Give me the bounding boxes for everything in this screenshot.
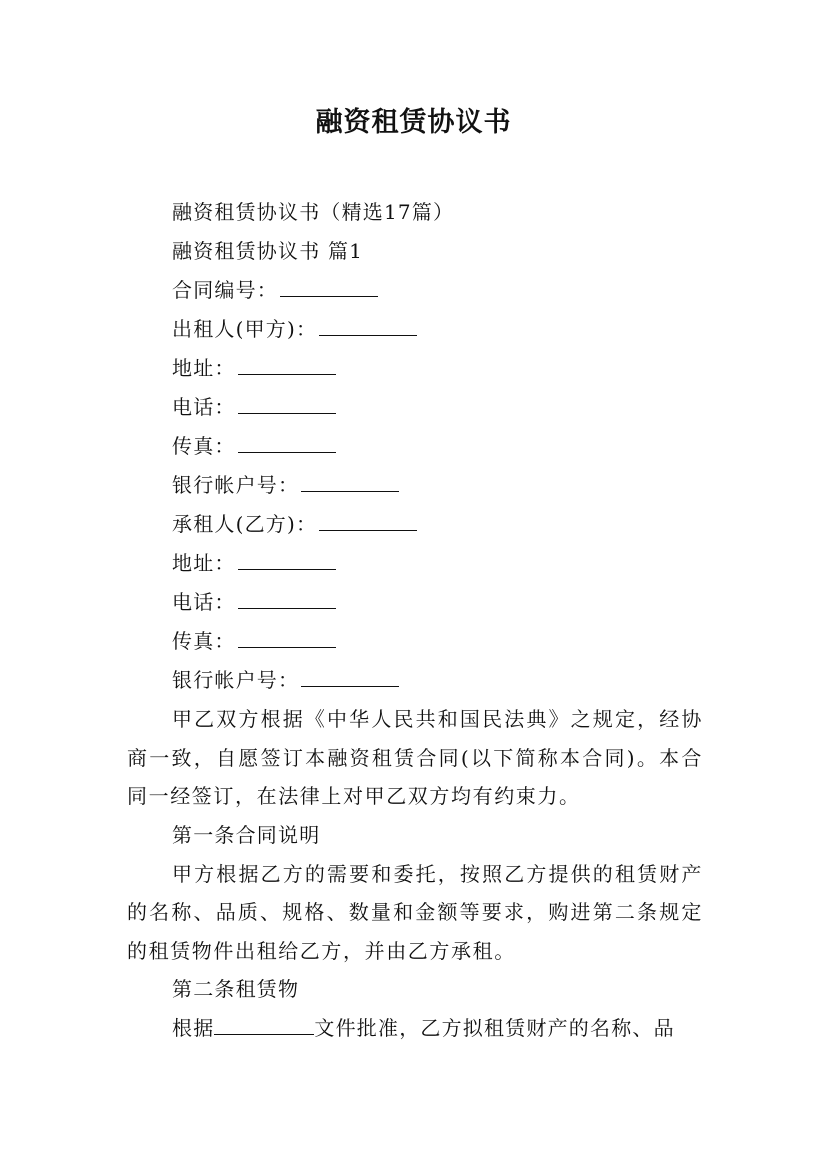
field-lessee-phone (127, 583, 703, 622)
field-label: 地址： (172, 551, 236, 575)
document-title: 融资租赁协议书 (315, 107, 512, 138)
blank-line (238, 646, 336, 648)
field-lessor-phone (127, 388, 703, 427)
field-lessee-fax (127, 622, 703, 661)
blank-line (319, 334, 417, 336)
field-lessor-fax (127, 427, 703, 466)
field-label: 承租人(乙方)： (172, 512, 318, 536)
section-heading: 融资租赁协议书 篇1 (172, 239, 364, 263)
field-lessor-address (127, 349, 703, 388)
article1-heading: 第一条合同说明 (172, 822, 321, 847)
article2-text-prefix: 根据 (172, 1016, 215, 1040)
field-lessor (127, 310, 703, 349)
field-label: 地址： (172, 356, 236, 380)
field-label: 银行帐户号： (172, 668, 300, 692)
blank-line (238, 568, 336, 570)
field-label: 银行帐户号： (172, 473, 300, 497)
blank-line (319, 529, 417, 531)
intro-paragraph: 甲乙双方根据《中华人民共和国民法典》之规定，经协商一致，自愿签订本融资租赁合同(以下简称本合同)。本合同一经签订，在法律上对甲乙双方均有约束力。 (127, 707, 703, 808)
field-lessee (127, 505, 703, 544)
field-label: 电话： (172, 395, 236, 419)
field-lessee-address (127, 544, 703, 583)
document-subtitle: 融资租赁协议书（精选17篇） (172, 200, 455, 224)
blank-line (238, 451, 336, 453)
blank-line (238, 373, 336, 375)
field-label: 传真： (172, 434, 236, 458)
blank-line (238, 607, 336, 609)
article2-paragraph (127, 1009, 703, 1048)
field-contract-number (127, 271, 703, 310)
blank-line (280, 295, 378, 297)
field-label: 传真： (172, 629, 236, 653)
field-label: 电话： (172, 590, 236, 614)
article2-heading: 第二条租赁物 (172, 977, 300, 1001)
field-lessee-bank-account (127, 661, 703, 700)
blank-line (301, 685, 399, 687)
field-label: 合同编号： (172, 278, 278, 302)
field-lessor-bank-account (127, 466, 703, 505)
article2-text-suffix: 文件批准，乙方拟租赁财产的名称、品 (314, 1016, 675, 1040)
blank-line (301, 490, 399, 492)
blank-line (214, 1033, 314, 1035)
blank-line (238, 412, 336, 414)
field-label: 出租人(甲方)： (172, 317, 318, 341)
document-body (127, 193, 703, 1048)
article1-paragraph: 甲方根据乙方的需要和委托，按照乙方提供的租赁财产的名称、品质、规格、数量和金额等要求，购进第二条规定的租赁物件出租给乙方，并由乙方承租。 (127, 861, 703, 963)
